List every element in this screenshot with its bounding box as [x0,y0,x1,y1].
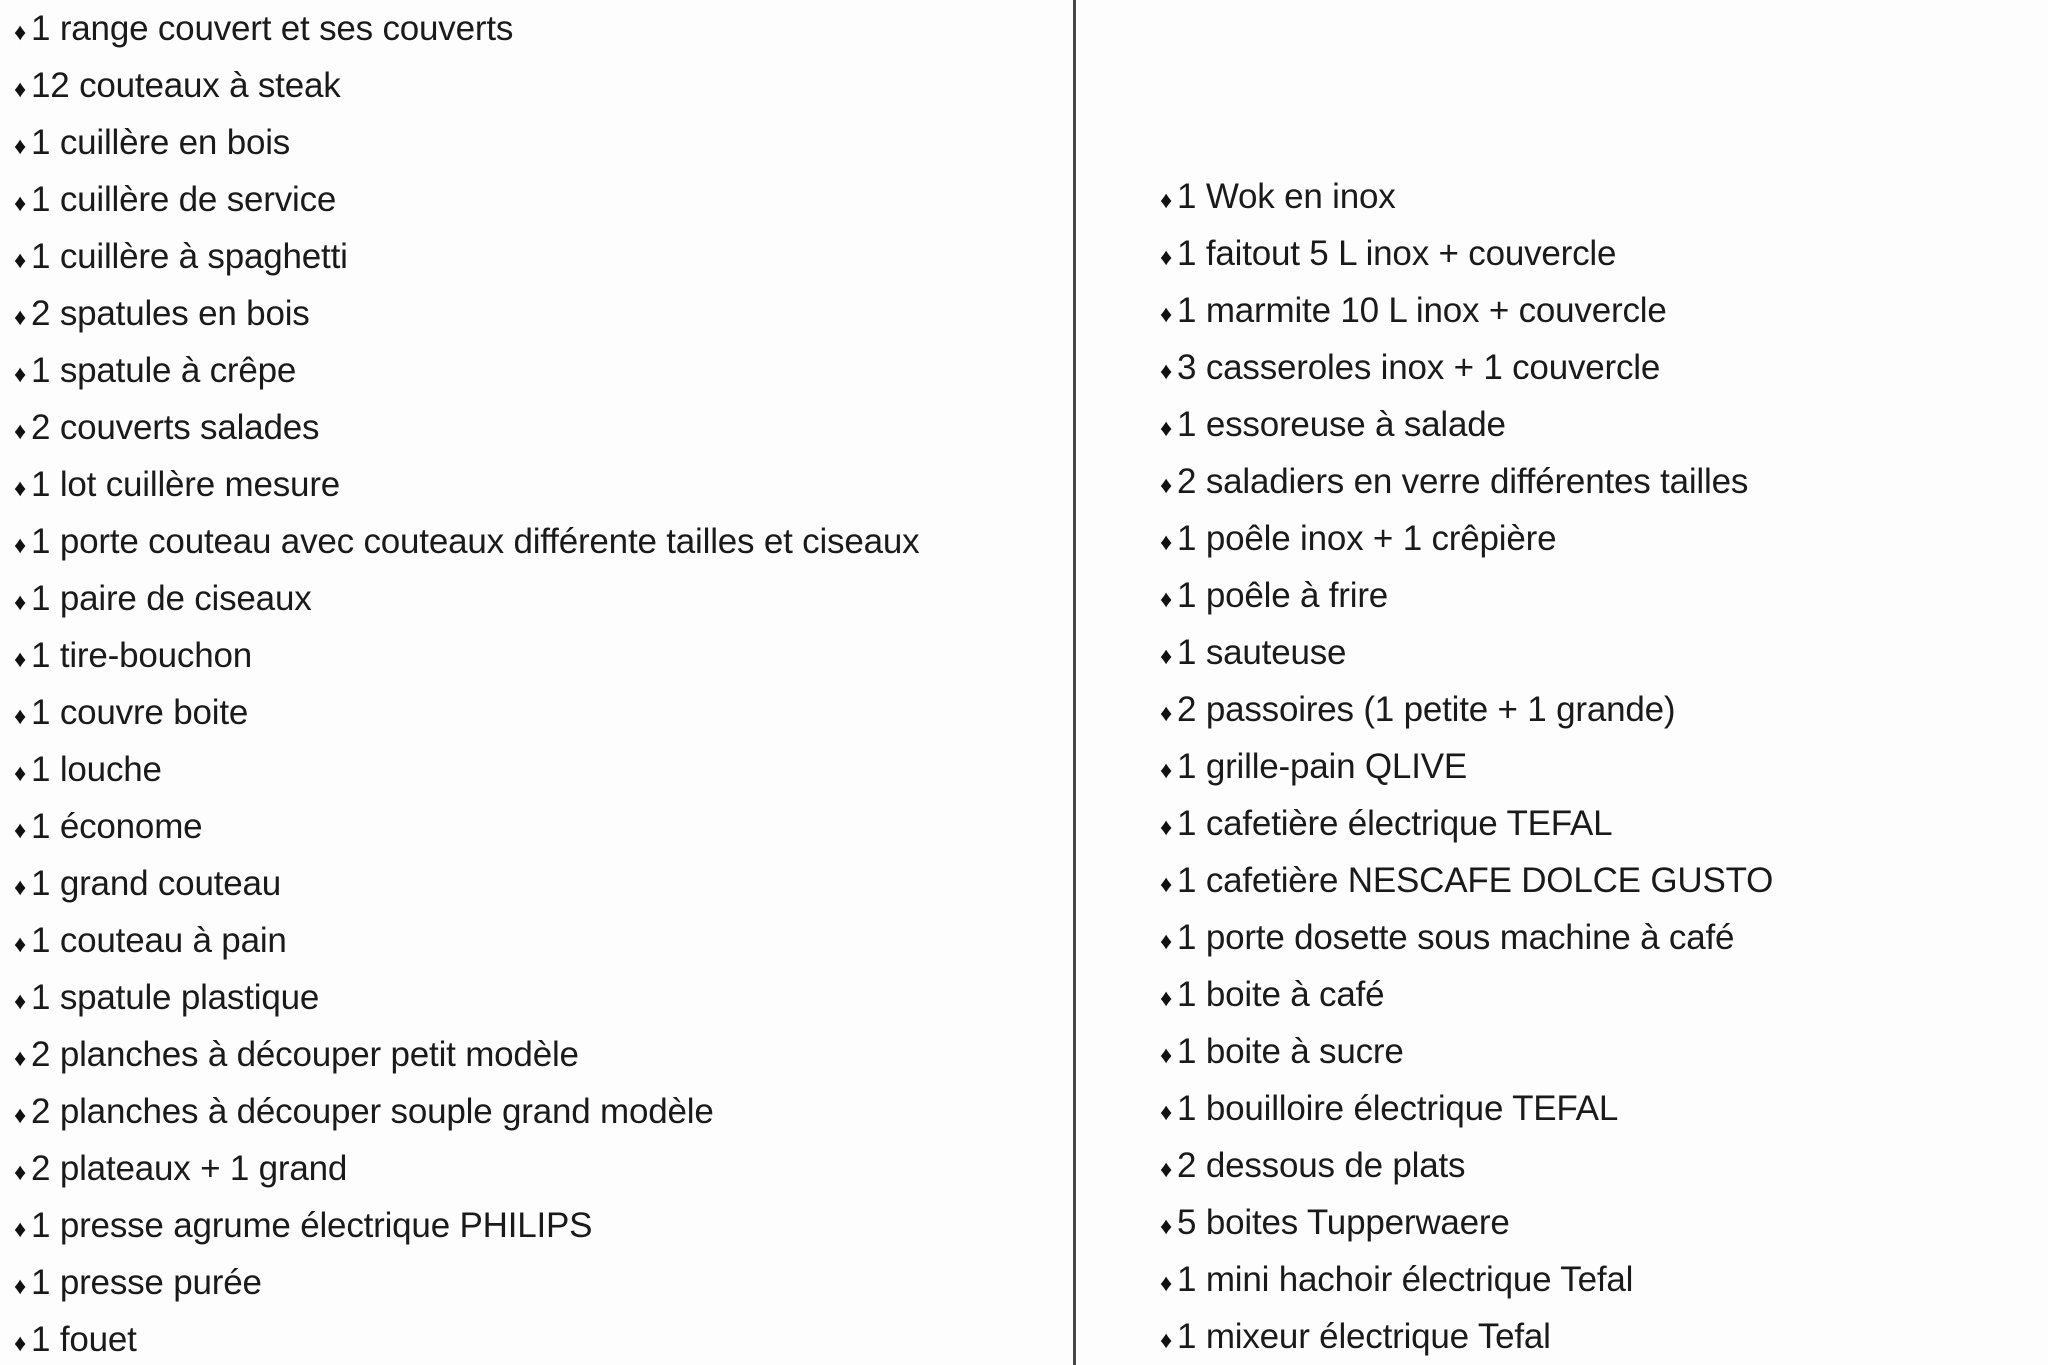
item-text: 1 lot cuillère mesure [31,465,341,504]
bullet-diamond-icon: ♦ [14,133,27,160]
bullet-diamond-icon: ♦ [1160,985,1173,1012]
list-item [14,513,1063,570]
item-text: 1 poêle inox + 1 crêpière [1177,519,1557,558]
bullet-diamond-icon: ♦ [1160,301,1173,328]
list-item [14,1083,1063,1140]
bullet-diamond-icon: ♦ [14,1159,27,1186]
bullet-diamond-icon: ♦ [14,760,27,787]
item-text: 1 presse agrume électrique PHILIPS [31,1206,593,1245]
bullet-diamond-icon: ♦ [14,931,27,958]
item-text: 5 boites Tupperwaere [1177,1203,1510,1242]
list-item [14,342,1063,399]
item-text: 1 bouilloire électrique TEFAL [1177,1089,1619,1128]
list-item [14,1311,1063,1365]
list-item [1160,168,2040,225]
list-item [1160,1023,2040,1080]
list-item [14,684,1063,741]
item-text: 1 paire de ciseaux [31,579,312,618]
list-item [1160,567,2040,624]
bullet-diamond-icon: ♦ [1160,1327,1173,1354]
item-text: 1 cuillère à spaghetti [31,237,348,276]
list-item [14,1254,1063,1311]
list-item [1160,795,2040,852]
bullet-diamond-icon: ♦ [14,247,27,274]
bullet-diamond-icon: ♦ [14,988,27,1015]
list-item [1160,282,2040,339]
item-list-right [1160,168,2040,1365]
item-text: 1 mixeur électrique Tefal [1177,1317,1551,1356]
list-item [1160,510,2040,567]
item-text: 1 spatule à crêpe [31,351,297,390]
bullet-diamond-icon: ♦ [14,19,27,46]
list-item [1160,966,2040,1023]
bullet-diamond-icon: ♦ [1160,928,1173,955]
item-text: 1 porte couteau avec couteaux différente tailles et ciseaux [31,522,920,561]
bullet-diamond-icon: ♦ [14,817,27,844]
list-item [14,399,1063,456]
bullet-diamond-icon: ♦ [1160,415,1173,442]
bullet-diamond-icon: ♦ [14,1102,27,1129]
list-item [14,0,1063,57]
item-text: 1 marmite 10 L inox + couvercle [1177,291,1667,330]
list-item [14,1026,1063,1083]
bullet-diamond-icon: ♦ [14,703,27,730]
item-text: 1 couteau à pain [31,921,287,960]
list-item [1160,396,2040,453]
list-item [1160,909,2040,966]
list-item [1160,1251,2040,1308]
bullet-diamond-icon: ♦ [1160,700,1173,727]
bullet-diamond-icon: ♦ [1160,757,1173,784]
bullet-diamond-icon: ♦ [1160,814,1173,841]
bullet-diamond-icon: ♦ [14,304,27,331]
item-text: 1 grand couteau [31,864,282,903]
bullet-diamond-icon: ♦ [1160,871,1173,898]
bullet-diamond-icon: ♦ [1160,472,1173,499]
item-text: 1 porte dosette sous machine à café [1177,918,1735,957]
item-text: 1 grille-pain QLIVE [1177,747,1468,786]
bullet-diamond-icon: ♦ [1160,643,1173,670]
list-item [14,798,1063,855]
item-text: 1 économe [31,807,203,846]
list-item [1160,738,2040,795]
item-text: 1 range couvert et ses couverts [31,9,514,48]
bullet-diamond-icon: ♦ [1160,187,1173,214]
item-text: 1 spatule plastique [31,978,320,1017]
item-text: 3 casseroles inox + 1 couvercle [1177,348,1661,387]
bullet-diamond-icon: ♦ [1160,1213,1173,1240]
item-text: 1 cuillère de service [31,180,337,219]
list-item [14,114,1063,171]
item-text: 1 Wok en inox [1177,177,1396,216]
item-text: 1 essoreuse à salade [1177,405,1506,444]
list-item [14,912,1063,969]
item-text: 2 spatules en bois [31,294,310,333]
bullet-diamond-icon: ♦ [14,1216,27,1243]
bullet-diamond-icon: ♦ [1160,358,1173,385]
list-item [1160,681,2040,738]
bullet-diamond-icon: ♦ [1160,586,1173,613]
item-text: 2 dessous de plats [1177,1146,1466,1185]
list-item [14,969,1063,1026]
item-text: 12 couteaux à steak [31,66,341,105]
list-item [1160,1308,2040,1365]
list-item [1160,1194,2040,1251]
item-text: 1 sauteuse [1177,633,1347,672]
list-item [1160,1137,2040,1194]
bullet-diamond-icon: ♦ [14,361,27,388]
list-item [1160,453,2040,510]
list-item [14,285,1063,342]
item-text: 1 fouet [31,1320,137,1359]
list-item [1160,852,2040,909]
column-right [1076,0,2048,1365]
item-text: 1 couvre boite [31,693,249,732]
item-text: 1 mini hachoir électrique Tefal [1177,1260,1634,1299]
list-item [14,1140,1063,1197]
list-item [14,855,1063,912]
bullet-diamond-icon: ♦ [1160,1156,1173,1183]
bullet-diamond-icon: ♦ [14,190,27,217]
bullet-diamond-icon: ♦ [14,1330,27,1357]
item-text: 2 plateaux + 1 grand [31,1149,348,1188]
bullet-diamond-icon: ♦ [14,418,27,445]
item-text: 1 louche [31,750,162,789]
item-text: 1 cafetière NESCAFE DOLCE GUSTO [1177,861,1774,900]
item-text: 2 couverts salades [31,408,320,447]
item-text: 2 passoires (1 petite + 1 grande) [1177,690,1676,729]
bullet-diamond-icon: ♦ [14,1045,27,1072]
item-text: 2 planches à découper souple grand modèle [31,1092,714,1131]
item-text: 1 boite à café [1177,975,1385,1014]
list-item [1160,339,2040,396]
list-item [14,57,1063,114]
list-item [1160,225,2040,282]
list-item [14,627,1063,684]
list-item [14,228,1063,285]
bullet-diamond-icon: ♦ [14,589,27,616]
item-text: 1 faitout 5 L inox + couvercle [1177,234,1617,273]
bullet-diamond-icon: ♦ [1160,244,1173,271]
list-item [14,171,1063,228]
list-item [1160,624,2040,681]
list-item [14,741,1063,798]
bullet-diamond-icon: ♦ [14,646,27,673]
bullet-diamond-icon: ♦ [14,874,27,901]
item-text: 1 cafetière électrique TEFAL [1177,804,1613,843]
item-text: 1 tire-bouchon [31,636,253,675]
bullet-diamond-icon: ♦ [14,532,27,559]
item-text: 1 presse purée [31,1263,262,1302]
bullet-diamond-icon: ♦ [14,76,27,103]
item-text: 1 cuillère en bois [31,123,291,162]
list-item [14,570,1063,627]
bullet-diamond-icon: ♦ [1160,1042,1173,1069]
bullet-diamond-icon: ♦ [1160,529,1173,556]
item-text: 1 poêle à frire [1177,576,1389,615]
bullet-diamond-icon: ♦ [14,1273,27,1300]
item-text: 2 planches à découper petit modèle [31,1035,579,1074]
bullet-diamond-icon: ♦ [1160,1099,1173,1126]
item-text: 2 saladiers en verre différentes tailles [1177,462,1749,501]
item-list-left [14,0,1063,1365]
list-item [14,1197,1063,1254]
bullet-diamond-icon: ♦ [14,475,27,502]
list-item [1160,1080,2040,1137]
bullet-diamond-icon: ♦ [1160,1270,1173,1297]
list-item [14,456,1063,513]
item-text: 1 boite à sucre [1177,1032,1404,1071]
